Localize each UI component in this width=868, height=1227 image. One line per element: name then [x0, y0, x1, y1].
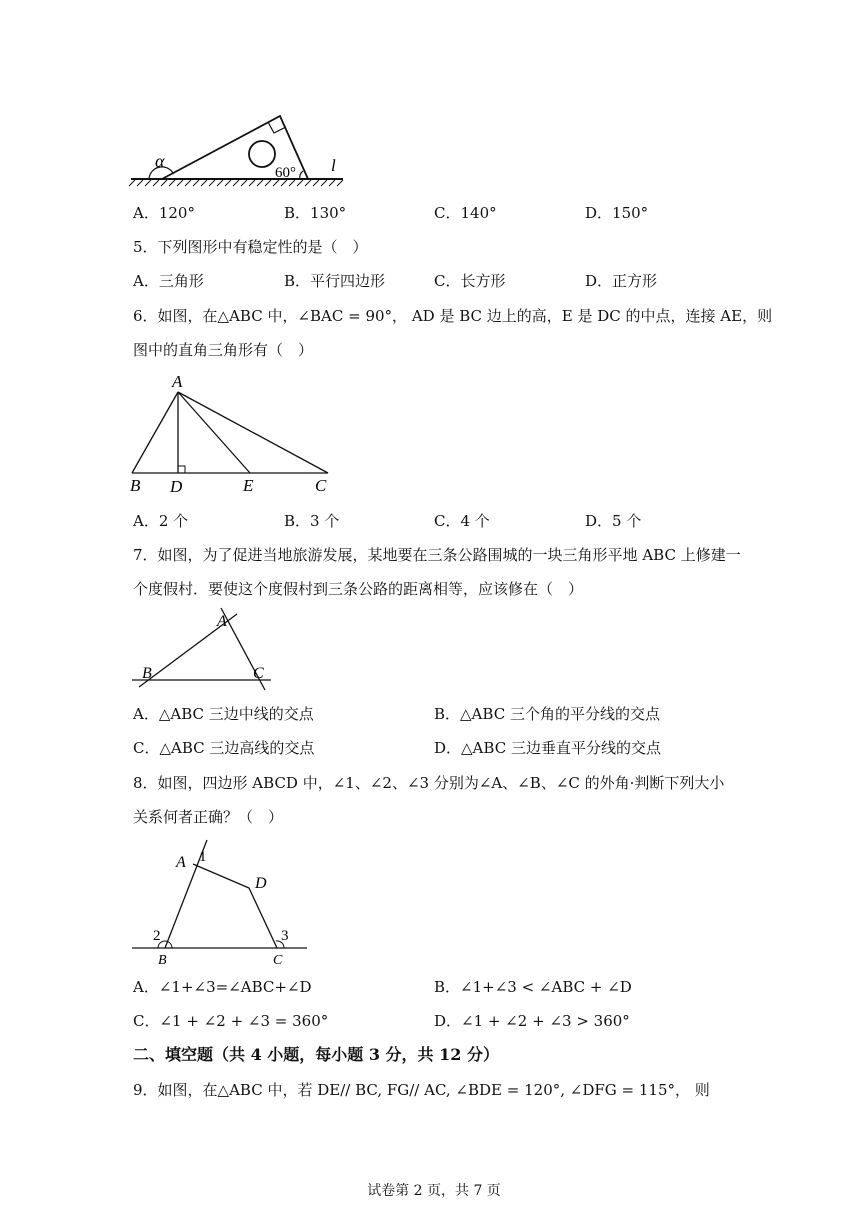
q7-option-c[interactable]: C．△ABC 三边高线的交点 — [133, 739, 315, 757]
q6-label-d: D — [170, 477, 183, 496]
page-footer: 试卷第 2 页，共 7 页 — [367, 1183, 501, 1199]
q7-option-d[interactable]: D．△ABC 三边垂直平分线的交点 — [434, 739, 661, 757]
q5-option-c[interactable]: C．长方形 — [434, 272, 506, 290]
q4-label-angle: 60° — [275, 165, 296, 181]
q7-figure — [125, 606, 280, 696]
q5-option-b[interactable]: B．平行四边形 — [284, 272, 386, 290]
q8-option-d[interactable]: D．∠1 + ∠2 + ∠3 > 360° — [434, 1012, 630, 1030]
q8-label-2: 2 — [153, 928, 161, 944]
q8-option-c[interactable]: C．∠1 + ∠2 + ∠3 = 360° — [133, 1012, 329, 1030]
q8-stem-line1: 8．如图，四边形 ABCD 中，∠1、∠2、∠3 分别为∠A、∠B、∠C 的外角·判断下列大小 — [133, 774, 725, 792]
q8-label-1: 1 — [199, 849, 207, 865]
q8-label-d: D — [255, 875, 267, 892]
q5-option-a[interactable]: A．三角形 — [133, 272, 204, 290]
q6-label-e: E — [243, 476, 254, 495]
q7-stem-line1: 7．如图，为了促进当地旅游发展，某地要在三条公路围城的一块三角形平地 ABC 上修建一 — [133, 546, 741, 564]
q7-label-b: B — [142, 665, 152, 682]
q4-label-l: l — [331, 156, 336, 175]
q8-option-b[interactable]: B．∠1+∠3 < ∠ABC + ∠D — [434, 978, 632, 996]
q4-label-alpha: α — [155, 151, 165, 171]
q7-option-a[interactable]: A．△ABC 三边中线的交点 — [133, 705, 314, 723]
q6-figure — [125, 370, 340, 498]
q8-label-3: 3 — [281, 928, 289, 944]
q6-label-b: B — [130, 476, 141, 495]
q6-option-c[interactable]: C．4 个 — [434, 512, 490, 530]
q7-option-b[interactable]: B．△ABC 三个角的平分线的交点 — [434, 705, 660, 723]
q6-label-c: C — [315, 476, 327, 495]
q4-option-d[interactable]: D．150° — [585, 204, 649, 222]
q6-option-b[interactable]: B．3 个 — [284, 512, 340, 530]
q7-label-a: A — [217, 613, 227, 630]
q6-stem-line2: 图中的直角三角形有（ ） — [133, 341, 314, 359]
q8-stem-line2: 关系何者正确？（ ） — [133, 808, 284, 826]
q4-figure — [125, 108, 355, 190]
q4-option-b[interactable]: B．130° — [284, 204, 347, 222]
q5-stem: 5．下列图形中有稳定性的是（ ） — [133, 238, 368, 256]
q8-label-c: C — [273, 953, 283, 968]
q6-label-a: A — [172, 372, 183, 391]
q7-label-c: C — [253, 665, 264, 682]
q6-stem-line1: 6．如图，在△ABC 中，∠BAC = 90°， AD 是 BC 边上的高，E 是 DC 的中点，连接 AE，则 — [133, 307, 773, 325]
section-2-title: 二、填空题（共 4 小题，每小题 3 分，共 12 分） — [133, 1045, 499, 1064]
q8-label-a: A — [176, 854, 186, 871]
q8-label-b: B — [158, 953, 167, 968]
q5-option-d[interactable]: D．正方形 — [585, 272, 658, 290]
q6-option-a[interactable]: A．2 个 — [133, 512, 189, 530]
q4-option-c[interactable]: C．140° — [434, 204, 497, 222]
q6-option-d[interactable]: D．5 个 — [585, 512, 642, 530]
q9-stem: 9．如图，在△ABC 中，若 DE// BC, FG// AC, ∠BDE = 120°, ∠DFG = 115°， 则 — [133, 1081, 710, 1099]
q7-stem-line2: 个度假村．要使这个度假村到三条公路的距离相等，应该修在（ ） — [133, 580, 584, 598]
q8-figure — [125, 836, 315, 971]
q4-option-a[interactable]: A．120° — [133, 204, 195, 222]
q8-option-a[interactable]: A．∠1+∠3=∠ABC+∠D — [133, 978, 312, 996]
